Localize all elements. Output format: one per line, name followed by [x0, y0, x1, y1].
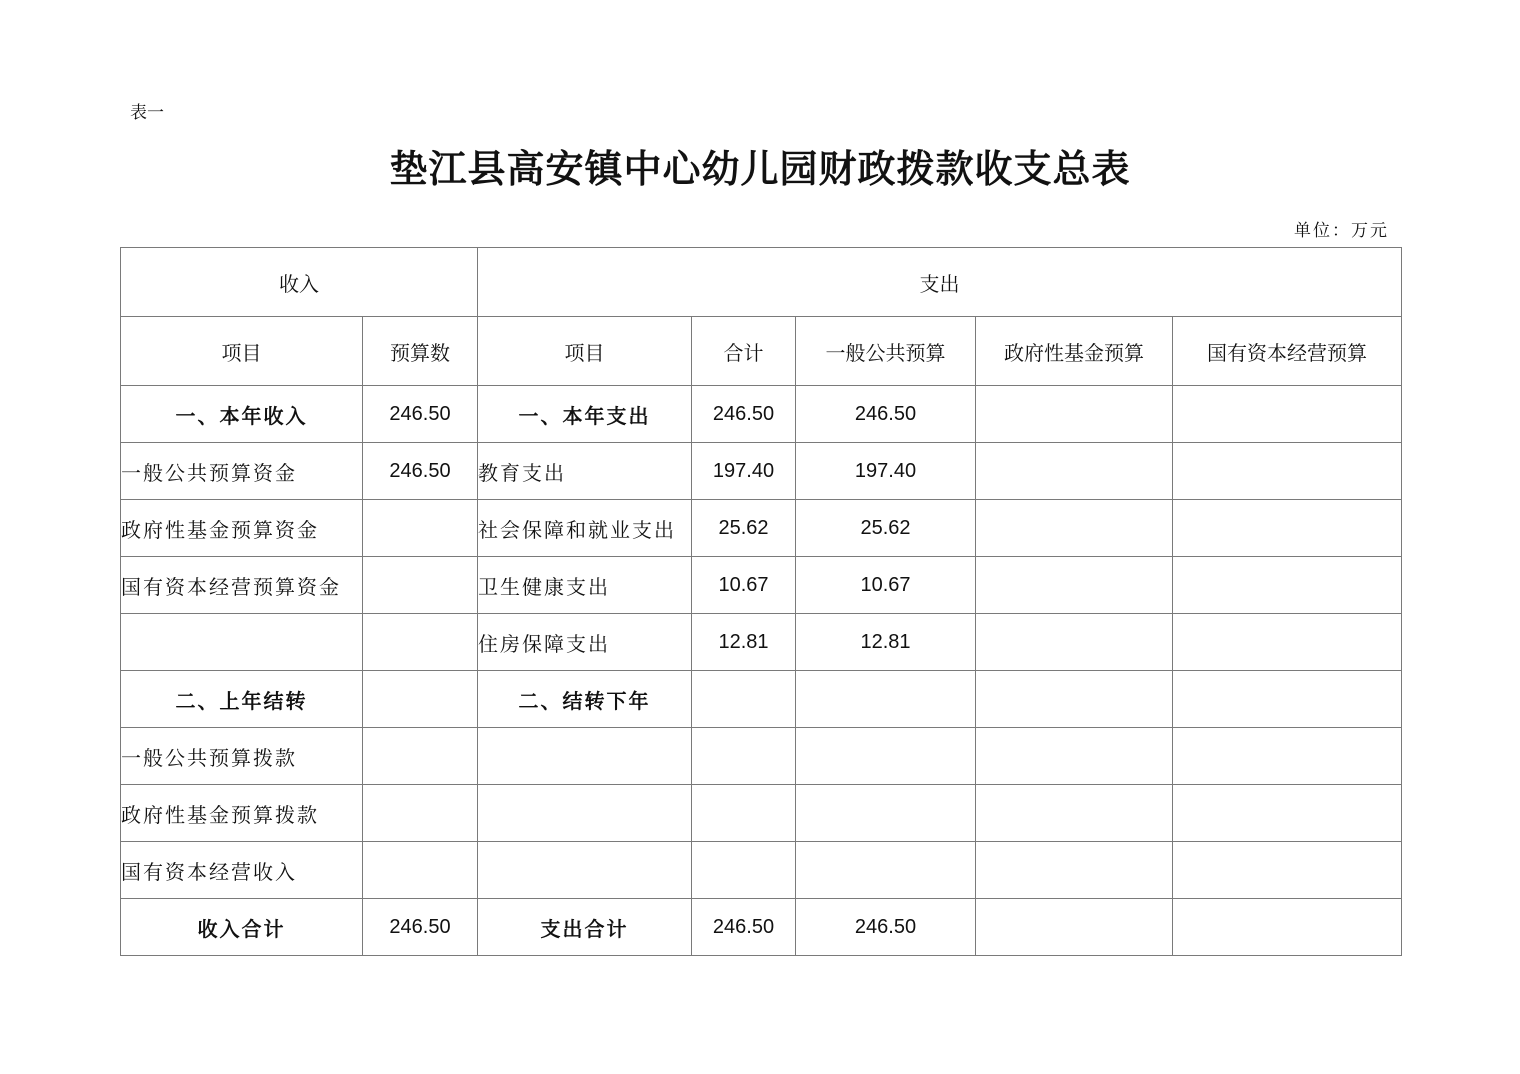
expense-item-cell: 一、本年支出 [478, 386, 692, 443]
general-public-cell [796, 842, 976, 899]
expense-item-cell [478, 785, 692, 842]
expense-item-cell: 教育支出 [478, 443, 692, 500]
expense-item-cell [478, 842, 692, 899]
total-cell [692, 785, 796, 842]
general-public-cell: 25.62 [796, 500, 976, 557]
income-budget-cell [363, 614, 478, 671]
state-capital-header: 国有资本经营预算 [1173, 317, 1402, 386]
expense-item-cell: 卫生健康支出 [478, 557, 692, 614]
total-cell: 12.81 [692, 614, 796, 671]
expense-item-header: 项目 [478, 317, 692, 386]
income-item-cell [121, 614, 363, 671]
general-public-header: 一般公共预算 [796, 317, 976, 386]
state-capital-cell [1173, 386, 1402, 443]
gov-fund-cell [976, 785, 1173, 842]
table-label: 表一 [130, 103, 164, 123]
table-row [121, 386, 1402, 443]
income-item-cell: 政府性基金预算拨款 [121, 785, 363, 842]
state-capital-cell [1173, 728, 1402, 785]
expense-total-label: 支出合计 [478, 899, 692, 956]
totals-row [121, 899, 1402, 956]
expense-group-header: 支出 [478, 248, 1402, 317]
income-item-cell: 国有资本经营收入 [121, 842, 363, 899]
gov-fund-cell [976, 614, 1173, 671]
income-budget-cell [363, 671, 478, 728]
general-public-cell [796, 785, 976, 842]
income-item-cell: 一、本年收入 [121, 386, 363, 443]
income-item-cell: 二、上年结转 [121, 671, 363, 728]
total-cell: 246.50 [692, 386, 796, 443]
expense-item-cell: 二、结转下年 [478, 671, 692, 728]
income-item-header: 项目 [121, 317, 363, 386]
income-total-value: 246.50 [363, 899, 478, 956]
gov-fund-cell [976, 386, 1173, 443]
budget-table [120, 247, 1402, 956]
expense-item-cell: 住房保障支出 [478, 614, 692, 671]
table-row [121, 500, 1402, 557]
general-public-cell: 246.50 [796, 899, 976, 956]
group-header-row [121, 248, 1402, 317]
gov-fund-cell [976, 500, 1173, 557]
unit-label: 单位：万元 [1294, 221, 1389, 241]
state-capital-cell [1173, 785, 1402, 842]
total-cell [692, 728, 796, 785]
state-capital-cell [1173, 842, 1402, 899]
table-row [121, 443, 1402, 500]
state-capital-cell [1173, 500, 1402, 557]
general-public-cell [796, 671, 976, 728]
income-budget-cell: 246.50 [363, 443, 478, 500]
page-title: 垫江县高安镇中心幼儿园财政拨款收支总表 [389, 146, 1131, 191]
gov-fund-cell [976, 728, 1173, 785]
expense-item-cell [478, 728, 692, 785]
income-item-cell: 政府性基金预算资金 [121, 500, 363, 557]
general-public-cell: 10.67 [796, 557, 976, 614]
general-public-cell [796, 728, 976, 785]
income-budget-cell [363, 785, 478, 842]
total-cell: 246.50 [692, 899, 796, 956]
general-public-cell: 12.81 [796, 614, 976, 671]
income-budget-cell [363, 500, 478, 557]
income-budget-cell [363, 728, 478, 785]
column-header-row [121, 317, 1402, 386]
general-public-cell: 246.50 [796, 386, 976, 443]
table-row [121, 728, 1402, 785]
table-row [121, 557, 1402, 614]
total-cell: 197.40 [692, 443, 796, 500]
table-row [121, 785, 1402, 842]
state-capital-cell [1173, 899, 1402, 956]
gov-fund-cell [976, 842, 1173, 899]
income-budget-cell [363, 557, 478, 614]
income-budget-header: 预算数 [363, 317, 478, 386]
total-cell: 25.62 [692, 500, 796, 557]
general-public-cell: 197.40 [796, 443, 976, 500]
gov-fund-cell [976, 443, 1173, 500]
income-item-cell: 一般公共预算拨款 [121, 728, 363, 785]
state-capital-cell [1173, 557, 1402, 614]
table-row [121, 614, 1402, 671]
total-cell [692, 671, 796, 728]
table-row [121, 842, 1402, 899]
total-cell [692, 842, 796, 899]
state-capital-cell [1173, 671, 1402, 728]
income-budget-cell [363, 842, 478, 899]
expense-item-cell: 社会保障和就业支出 [478, 500, 692, 557]
total-header: 合计 [692, 317, 796, 386]
income-total-label: 收入合计 [121, 899, 363, 956]
table-row [121, 671, 1402, 728]
gov-fund-cell [976, 671, 1173, 728]
income-item-cell: 国有资本经营预算资金 [121, 557, 363, 614]
income-item-cell: 一般公共预算资金 [121, 443, 363, 500]
gov-fund-cell [976, 899, 1173, 956]
gov-fund-header: 政府性基金预算 [976, 317, 1173, 386]
income-budget-cell: 246.50 [363, 386, 478, 443]
total-cell: 10.67 [692, 557, 796, 614]
state-capital-cell [1173, 443, 1402, 500]
gov-fund-cell [976, 557, 1173, 614]
income-group-header: 收入 [121, 248, 478, 317]
state-capital-cell [1173, 614, 1402, 671]
